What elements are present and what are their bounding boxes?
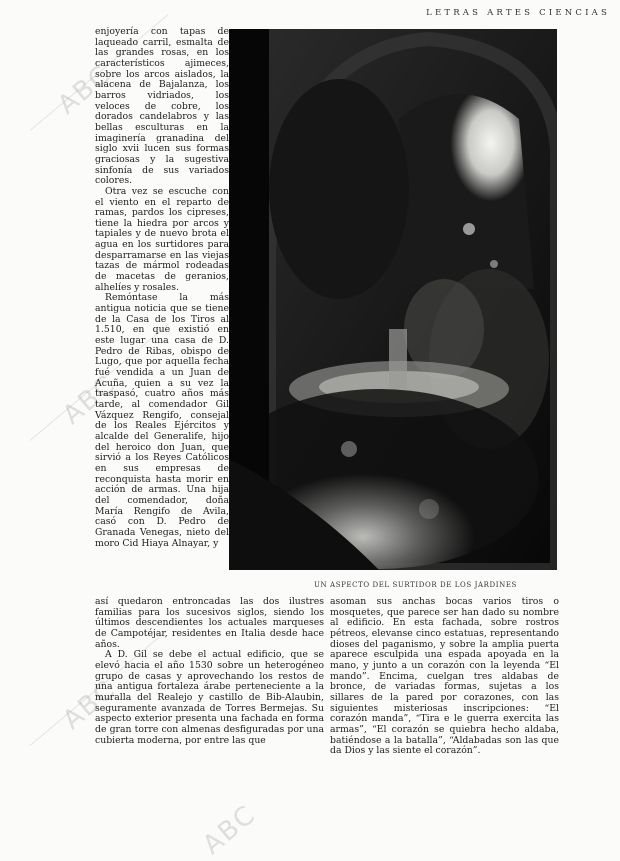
article-paragraph: así quedaron entroncadas las dos ilustres familias para los sucesivos siglos, siendo los últimos descendientes los actuales marqueses de Campotéjar, residentes en Italia desde hace años. [95, 596, 324, 650]
photo-image [229, 29, 557, 570]
article-bottom-left-column [95, 597, 324, 746]
fountain-photo [229, 29, 557, 570]
section-header: LETRAS ARTES CIENCIAS [426, 8, 610, 18]
article-paragraph: enjoyería con tapas de laqueado carril, esmalta de las grandes rosas, en los característicos ajimeces, sobre los arcos aislados, la alacena de Bajalanza, los barros vidriados, los veloces de cobre, los dorados candelabros y las bellas esculturas en la imaginería granadina del siglo xvii lucen sus formas graciosas y la sugestiva sinfonía de sus variados colores. [95, 26, 229, 187]
abc-watermark: ABC [57, 674, 123, 736]
abc-watermark: ABC [197, 799, 263, 861]
article-paragraph: Otra vez se escuche con el viento en el reparto de ramas, pardos los cipreses, tiene la hiedra por arcos y tapiales y de nuevo brota el agua en los surtidores para desparramarse en las viejas tazas de mármol rodeadas de macetas de geranios, alhelíes y rosales. [95, 185, 229, 293]
article-paragraph: asoman sus anchas bocas varios tiros o mosquetes, que parece ser han dado su nombre al edificio. En esta fachada, sobre rostros pétreos, elevanse cinco estatuas, representando dioses del paganismo, y sobre la amplia puerta aparece esculpida una espada apoyada en la mano, y junto a un corazón con la leyenda “El mando”. Encima, cuelgan tres aldabas de bronce, de variadas formas, sujetas a los sillares de la pared por corazones, con las siguientes misteriosas inscripciones: “El corazón manda”, “Tira e le guerra exercita las armas”, “El corazón se quiebra hecho aldaba, batiéndose a la batalla”, “Aldabadas son las que da Dios y las siente el corazón”. [330, 596, 559, 757]
abc-watermark: ABC [57, 369, 123, 431]
article-left-column [95, 27, 229, 549]
article-paragraph: A D. Gil se debe el actual edificio, que se elevó hacia el año 1530 sobre un heterogéneo grupo de casas y aprovechando los restos de una antigua fortaleza árabe perteneciente a la muralla del Realejo y castillo de Bib-Alaubin, seguramente avanzada de Torres Bermejas. Su aspecto exterior presenta una fachada en forma de gran torre con almenas desfiguradas por una cubierta moderna, por entre las que [95, 649, 324, 746]
article-bottom-right-column [330, 597, 559, 757]
abc-watermark: ABC [52, 59, 118, 121]
photo-caption: UN ASPECTO DEL SURTIDOR DE LOS JARDINES [314, 581, 517, 589]
article-paragraph: Remóntase la más antigua noticia que se tiene de la Casa de los Tiros al 1.510, en que existió en este lugar una casa de D. Pedro de Ribas, obispo de Lugo, que por aquella fecha fué vendida a un Juan de Acuña, quien a su vez la traspasó, cuatro años más tarde, al comendador Gil Vázquez Rengifo, consejal de los Reales Ejércitos y alcalde del Generalife, hijo del heroico don Juan, que sirvió a los Reyes Católicos en sus empresas de reconquista hasta morir en acción de armas. Una hija del comendador, doña María Rengifo de Avila, casó con D. Pedro de Granada Venegas, nieto del moro Cid Hiaya Alnayar, y [95, 292, 229, 549]
